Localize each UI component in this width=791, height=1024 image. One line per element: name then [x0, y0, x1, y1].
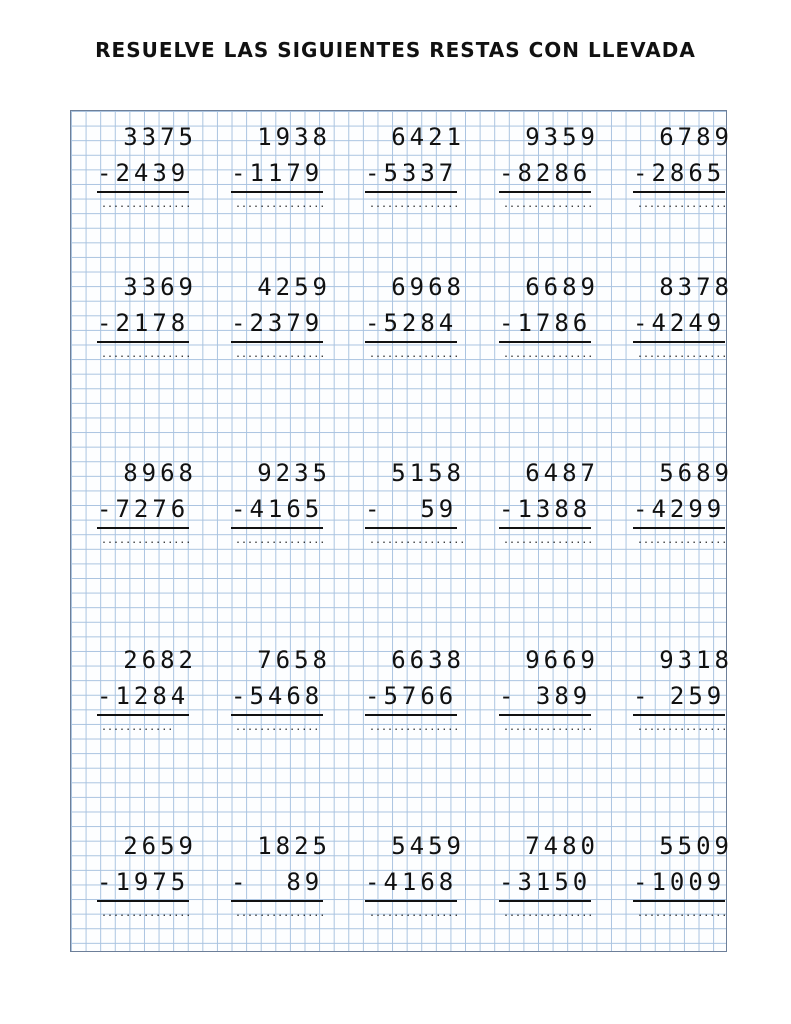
subtrahend: -5468 [231, 678, 323, 716]
answer-blank[interactable]: ............... [503, 199, 594, 210]
answer-blank[interactable]: ............... [235, 535, 326, 546]
answer-blank[interactable]: ............... [369, 908, 460, 919]
minuend: 9318 [659, 646, 733, 674]
graph-paper-sheet [70, 110, 733, 952]
subtraction-problem [217, 828, 337, 920]
answer-blank[interactable]: ............... [369, 199, 460, 210]
subtraction-problem [485, 455, 605, 547]
subtrahend: - 59 [365, 491, 457, 529]
minuend: 6487 [525, 459, 599, 487]
minuend: 4259 [257, 273, 331, 301]
answer-blank[interactable]: ............... [235, 349, 326, 360]
subtraction-problem [351, 119, 471, 211]
minuend: 3369 [123, 273, 197, 301]
minuend: 8378 [659, 273, 733, 301]
minuend: 5509 [659, 832, 733, 860]
subtrahend: -4299 [633, 491, 725, 529]
subtraction-problem [83, 119, 203, 211]
subtrahend: - 389 [499, 678, 591, 716]
subtrahend: -2178 [97, 305, 189, 343]
subtraction-problem [619, 119, 739, 211]
subtrahend: -4165 [231, 491, 323, 529]
subtrahend: -1786 [499, 305, 591, 343]
subtrahend: -4168 [365, 864, 457, 902]
answer-blank[interactable]: .............. [235, 722, 320, 733]
answer-blank[interactable]: ............... [369, 349, 460, 360]
subtraction-problem [485, 119, 605, 211]
answer-blank[interactable]: ............... [503, 535, 594, 546]
answer-blank[interactable]: ............... [503, 722, 594, 733]
minuend: 9359 [525, 123, 599, 151]
subtraction-problem [619, 269, 739, 361]
subtraction-problem [83, 642, 203, 734]
subtraction-problem [351, 828, 471, 920]
subtrahend: -2439 [97, 155, 189, 193]
answer-blank[interactable]: ............... [101, 199, 192, 210]
answer-blank[interactable]: ............... [369, 722, 460, 733]
subtrahend: -5284 [365, 305, 457, 343]
subtrahend: -8286 [499, 155, 591, 193]
subtraction-problem [83, 828, 203, 920]
minuend: 6968 [391, 273, 465, 301]
subtrahend: -5766 [365, 678, 457, 716]
minuend: 6789 [659, 123, 733, 151]
subtraction-problem [351, 269, 471, 361]
subtraction-problem [619, 828, 739, 920]
minuend: 7658 [257, 646, 331, 674]
answer-blank[interactable]: ................ [369, 535, 466, 546]
subtrahend: - 89 [231, 864, 323, 902]
subtraction-problem [619, 642, 739, 734]
minuend: 5689 [659, 459, 733, 487]
subtrahend: -2865 [633, 155, 725, 193]
minuend: 9669 [525, 646, 599, 674]
answer-blank[interactable]: ............... [637, 908, 728, 919]
answer-blank[interactable]: ............... [503, 908, 594, 919]
subtraction-problem [83, 269, 203, 361]
answer-blank[interactable]: ............... [101, 908, 192, 919]
subtraction-problem [217, 119, 337, 211]
subtrahend: - 259 [633, 678, 725, 716]
subtrahend: -1975 [97, 864, 189, 902]
subtrahend: -2379 [231, 305, 323, 343]
answer-blank[interactable]: ............... [637, 722, 728, 733]
subtrahend: -3150 [499, 864, 591, 902]
minuend: 3375 [123, 123, 197, 151]
answer-blank[interactable]: ............... [101, 349, 192, 360]
subtraction-problem [351, 455, 471, 547]
minuend: 2682 [123, 646, 197, 674]
answer-blank[interactable]: ............... [235, 908, 326, 919]
minuend: 6421 [391, 123, 465, 151]
subtrahend: -1388 [499, 491, 591, 529]
subtrahend: -1284 [97, 678, 189, 716]
minuend: 5158 [391, 459, 465, 487]
subtrahend: -4249 [633, 305, 725, 343]
subtrahend: -7276 [97, 491, 189, 529]
subtraction-problem [351, 642, 471, 734]
answer-blank[interactable]: ............... [637, 535, 728, 546]
answer-blank[interactable]: ............... [235, 199, 326, 210]
minuend: 6638 [391, 646, 465, 674]
subtraction-problem [217, 642, 337, 734]
answer-blank[interactable]: ............... [101, 535, 192, 546]
answer-blank[interactable]: ............ [101, 722, 174, 733]
subtraction-problem [485, 269, 605, 361]
subtraction-problem [83, 455, 203, 547]
subtraction-problem [217, 455, 337, 547]
answer-blank[interactable]: ............... [637, 349, 728, 360]
minuend: 1938 [257, 123, 331, 151]
subtraction-problem [619, 455, 739, 547]
subtraction-problem [485, 642, 605, 734]
answer-blank[interactable]: ............... [503, 349, 594, 360]
minuend: 2659 [123, 832, 197, 860]
minuend: 6689 [525, 273, 599, 301]
minuend: 7480 [525, 832, 599, 860]
minuend: 1825 [257, 832, 331, 860]
subtraction-problem [485, 828, 605, 920]
subtrahend: -1009 [633, 864, 725, 902]
subtraction-problem [217, 269, 337, 361]
minuend: 5459 [391, 832, 465, 860]
worksheet-title: RESUELVE LAS SIGUIENTES RESTAS CON LLEVADA [95, 38, 696, 62]
subtrahend: -1179 [231, 155, 323, 193]
minuend: 8968 [123, 459, 197, 487]
minuend: 9235 [257, 459, 331, 487]
subtrahend: -5337 [365, 155, 457, 193]
answer-blank[interactable]: ............... [637, 199, 728, 210]
